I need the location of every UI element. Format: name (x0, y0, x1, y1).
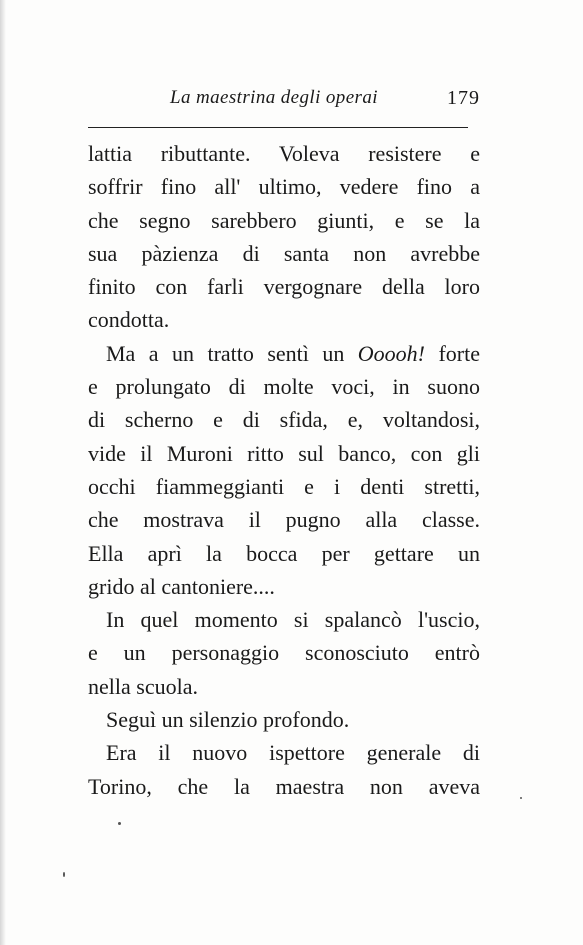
text-line: nella scuola. (88, 673, 198, 699)
text-line: e un personaggio sconosciuto entrò (88, 640, 480, 666)
text-line: grido al cantoniere.... (88, 573, 275, 599)
text-line: occhi fiammeggianti e i denti stretti, (88, 473, 480, 499)
page-edge-shadow (0, 0, 6, 945)
ink-speck (520, 797, 522, 799)
text-line: Ella aprì la bocca per gettare un (88, 540, 480, 566)
text-line: Torino, che la maestra non aveva (88, 773, 480, 799)
ink-speck (63, 872, 65, 877)
ink-speck (118, 822, 121, 825)
running-head (88, 85, 480, 113)
text-line: sua pàzienza di santa non avrebbe (88, 240, 480, 266)
text-line: In quel momento si spalancò l'uscio, (106, 607, 480, 633)
text-line-ooooh: Ma a un tratto sentì un Ooooh! forte (106, 340, 480, 366)
header-rule (88, 127, 468, 128)
running-title: La maestrina degli operai (170, 87, 378, 108)
italic-exclamation: Ooooh! (357, 340, 426, 366)
text-line: vide il Muroni ritto sul banco, con gli (88, 440, 480, 466)
text-line: di scherno e di sfida, e, voltandosi, (88, 407, 480, 433)
text-line: e prolungato di molte voci, in suono (88, 374, 480, 400)
body-text (88, 137, 480, 803)
text-line: lattia ributtante. Voleva resistere e (88, 141, 480, 166)
page-number: 179 (447, 87, 480, 109)
text-line: che segno sarebbero giunti, e se la (88, 207, 480, 233)
text-line: Era il nuovo ispettore generale di (106, 740, 480, 766)
text-line: Seguì un silenzio profondo. (106, 707, 350, 733)
text-line: condotta. (88, 307, 170, 333)
text-line: soffrir fino all' ultimo, vedere fino a (88, 174, 480, 200)
text-line: che mostrava il pugno alla classe. (88, 507, 480, 533)
text-line: finito con farli vergognare della loro (88, 274, 480, 300)
